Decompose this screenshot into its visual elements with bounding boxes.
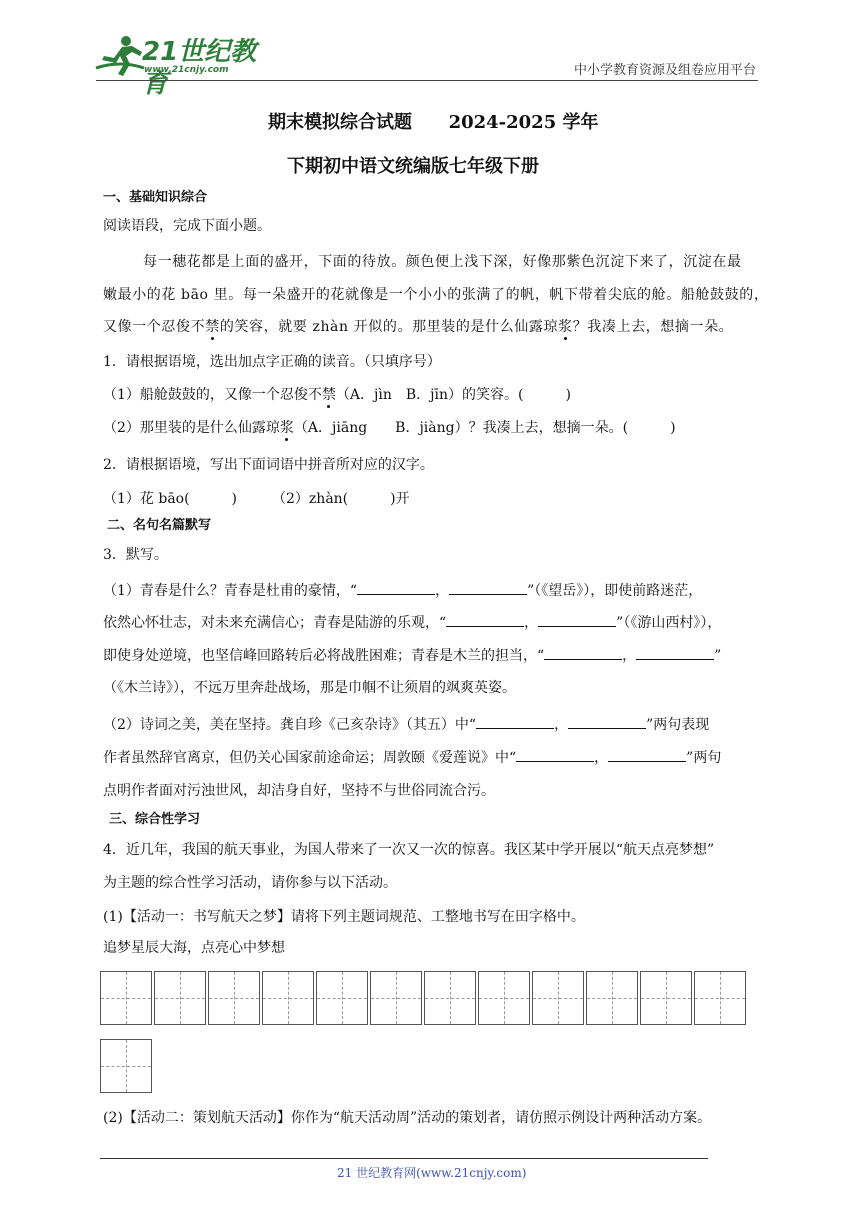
logo-text: 21世纪教育 [142, 37, 257, 99]
grid-cell[interactable] [640, 971, 692, 1025]
text: ， [435, 583, 450, 599]
dotted-char-jiang: 浆 [279, 420, 294, 436]
grid-cell[interactable] [262, 971, 314, 1025]
grid-cell[interactable] [316, 971, 368, 1025]
text: ”两句表现 [646, 717, 710, 733]
dotted-char-jiang: 浆 [558, 319, 573, 335]
recitation-line-1 [103, 580, 702, 601]
grid-cell[interactable] [586, 971, 638, 1025]
question-2-items[interactable]: （1）花 bāo( ) （2）zhàn( )开 [103, 491, 410, 507]
dotted-char-jin: 禁 [321, 387, 336, 403]
title-line-1 [268, 111, 599, 135]
logo-url: www.21cnjy.com [144, 65, 229, 75]
text: （2）诗词之美，美在坚持。龚自珍《己亥杂诗》（其五）中“ [103, 717, 477, 733]
blank-field[interactable] [608, 747, 686, 762]
dotted-char-jin: 禁 [205, 319, 220, 335]
blank-field[interactable] [516, 747, 594, 762]
footer-rule [100, 1158, 708, 1159]
passage-text: ？我凑上去，想摘一朵。 [572, 319, 734, 335]
passage-line-1: 每一穗花都是上面的盛开，下面的待放。颜色便上浅下深，好像那紫色沉淀下来了，沉淀在最 [143, 254, 742, 270]
passage-text: 的笑容，就要 zhàn 开似的。那里装的是什么仙露琼 [219, 319, 559, 335]
platform-name: 中小学教育资源及组卷应用平台 [574, 63, 757, 78]
activity-2: (2)【活动二：策划航天活动】你作为“航天活动周”活动的策划者，请仿照示例设计两种活动方案。 [103, 1110, 712, 1126]
text: ， [622, 648, 637, 664]
section-2-heading: 二、名句名篇默写 [107, 518, 212, 533]
grid-cell[interactable] [532, 971, 584, 1025]
section-1-heading: 一、基础知识综合 [103, 190, 208, 205]
passage-line-3 [103, 317, 733, 337]
text: （1）青春是什么？青春是杜甫的豪情，“ [103, 583, 358, 599]
text: ， [594, 750, 609, 766]
recitation-line-4: （《木兰诗》），不远万里奔赴战场，那是巾帼不让须眉的飒爽英姿。 [103, 680, 516, 696]
footer-link[interactable]: 21 世纪教育网(www.21cnjy.com) [337, 1166, 527, 1180]
blank-field[interactable] [476, 714, 554, 729]
header-rule [96, 80, 758, 81]
question-2: 2．请根据语境，写出下面词语中拼音所对应的汉字。 [103, 457, 434, 473]
question-1: 1．请根据语境，选出加点字正确的读音。（只填序号） [103, 354, 441, 370]
question-1-1 [103, 385, 571, 405]
blank-field[interactable] [449, 580, 527, 595]
passage-line-2: 嫩最小的花 bāo 里。每一朵盛开的花就像是一个小小的张满了的帆，帆下带着尖底的舱。船舱鼓鼓的， [103, 287, 769, 303]
runner-logo-icon [92, 34, 148, 78]
text: ” [714, 648, 722, 664]
question-text: （2）那里装的是什么仙露琼 [103, 420, 280, 436]
answer-options[interactable]: （A．jìn B．jīn）的笑容。( ) [335, 387, 571, 403]
text: ”（《望岳》），即使前路迷茫， [527, 583, 703, 599]
section-1-intro: 阅读语段，完成下面小题。 [103, 218, 271, 234]
blank-field[interactable] [636, 645, 714, 660]
recitation-line-2 [103, 612, 721, 633]
grid-cell[interactable] [370, 971, 422, 1025]
recitation-line-5 [103, 714, 709, 735]
title-exam: 期末模拟综合试题 [268, 112, 412, 133]
text: 依然心怀壮志，对未来充满信心；青春是陆游的乐观，“ [103, 615, 447, 631]
grid-cell[interactable] [694, 971, 746, 1025]
recitation-line-6 [103, 747, 721, 768]
theme-phrase: 追梦星辰大海，点亮心中梦想 [103, 940, 285, 956]
grid-cell[interactable] [424, 971, 476, 1025]
question-3: 3．默写。 [103, 547, 168, 563]
question-4-line-1: 4．近几年，我国的航天事业，为国人带来了一次又一次的惊喜。我区某中学开展以“航天点亮梦想” [103, 842, 715, 858]
text: 作者虽然辞官离京，但仍关心国家前途命运；周敦颐《爱莲说》中“ [103, 750, 517, 766]
grid-cell[interactable] [478, 971, 530, 1025]
question-1-2 [103, 418, 676, 438]
blank-field[interactable] [446, 612, 524, 627]
text: ， [524, 615, 539, 631]
title-year: 2024-2025 学年 [448, 112, 599, 133]
activity-1: (1)【活动一：书写航天之梦】请将下列主题词规范、工整地书写在田字格中。 [103, 909, 585, 925]
text: ， [554, 717, 569, 733]
grid-cell[interactable] [100, 971, 152, 1025]
question-4-line-2: 为主题的综合性学习活动，请你参与以下活动。 [103, 875, 397, 891]
recitation-line-3 [103, 645, 721, 666]
title-line-2: 下期初中语文统编版七年级下册 [287, 156, 539, 177]
blank-field[interactable] [568, 714, 646, 729]
question-text: （1）船舱鼓鼓的，又像一个忍俊不 [103, 387, 322, 403]
blank-field[interactable] [357, 580, 435, 595]
grid-cell[interactable] [100, 1039, 152, 1093]
text: 即使身处逆境，也坚信峰回路转后必将战胜困难；青春是木兰的担当，“ [103, 648, 545, 664]
blank-field[interactable] [544, 645, 622, 660]
section-3-heading: 三、综合性学习 [109, 812, 201, 827]
passage-text: 又像一个忍俊不 [103, 319, 206, 335]
grid-cell[interactable] [208, 971, 260, 1025]
text: ”两句 [686, 750, 722, 766]
text: ”（《游山西村》）， [616, 615, 722, 631]
grid-cell[interactable] [154, 971, 206, 1025]
answer-options[interactable]: （A．jiāng B．jiàng）？我凑上去，想摘一朵。( ) [293, 420, 676, 436]
blank-field[interactable] [538, 612, 616, 627]
header-logo [92, 34, 262, 99]
recitation-line-7: 点明作者面对污浊世风，却洁身自好，坚持不与世俗同流合污。 [103, 783, 495, 799]
